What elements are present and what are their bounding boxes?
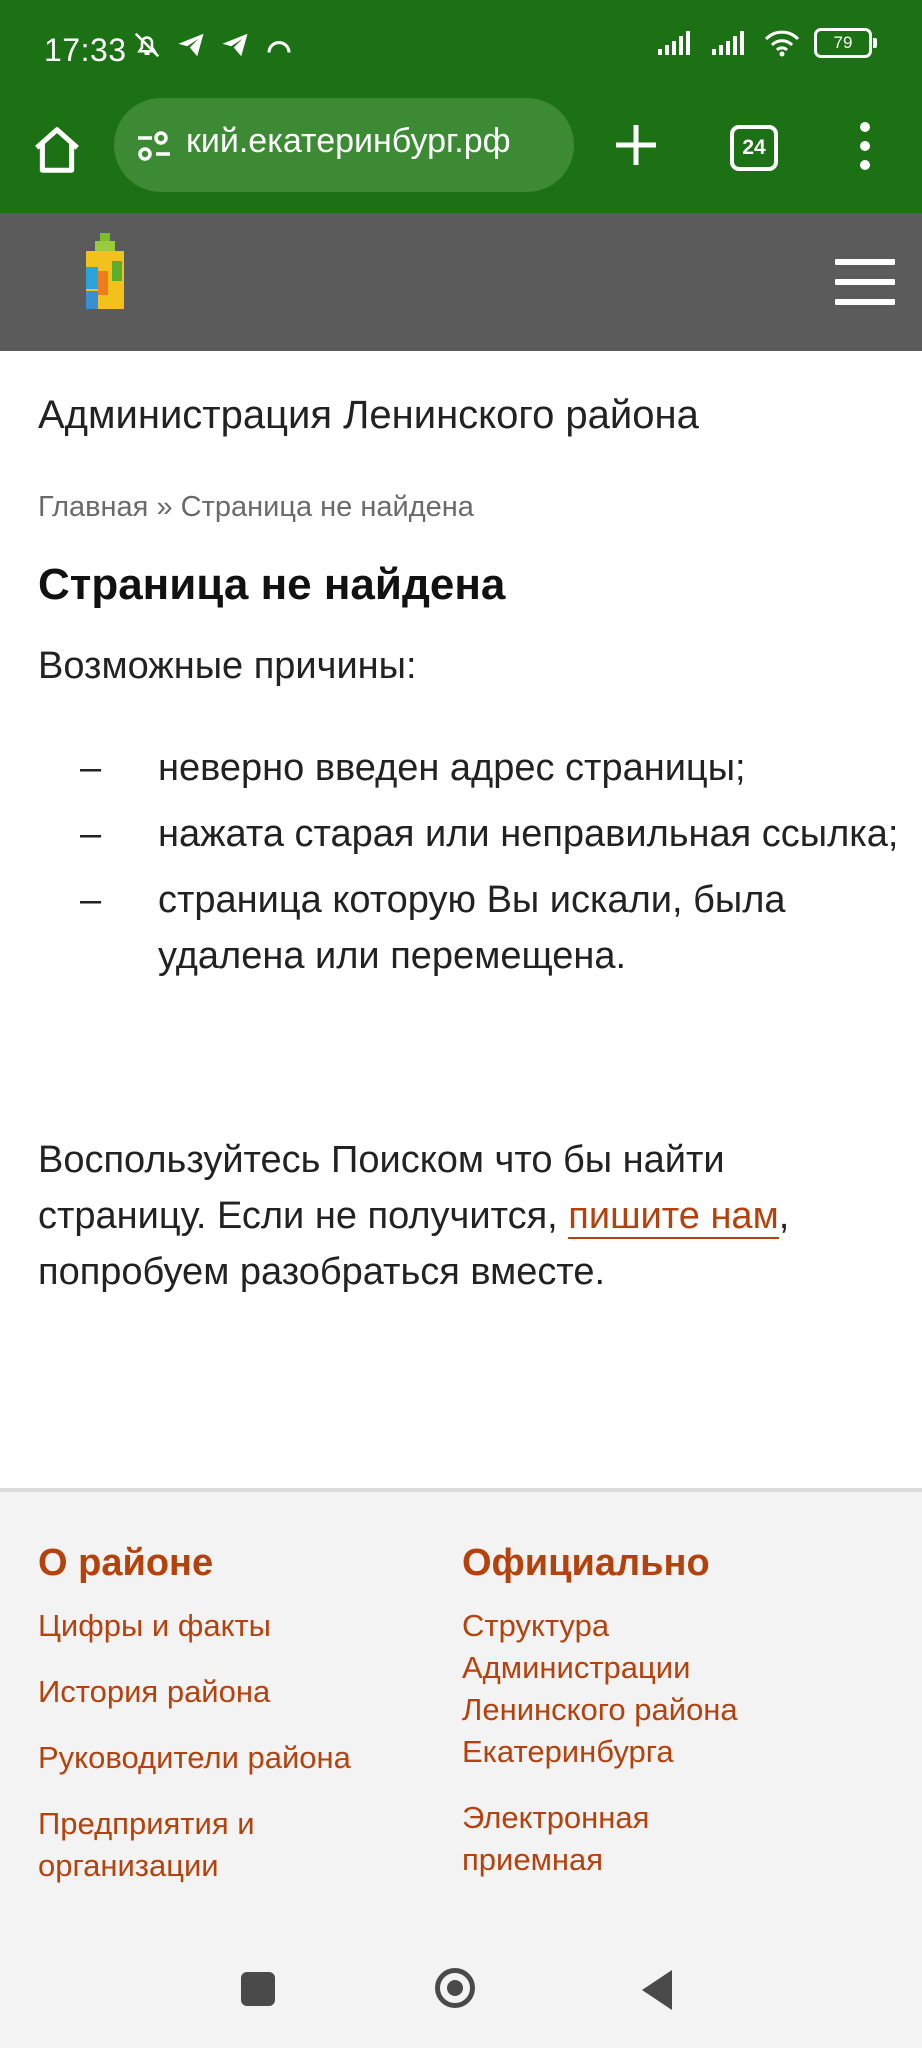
muted-bell-icon (132, 30, 162, 60)
site-header (0, 213, 922, 351)
help-paragraph (38, 1132, 898, 1300)
logo-icon[interactable] (82, 231, 128, 311)
site-settings-icon[interactable] (134, 126, 174, 166)
telegram-icon (220, 30, 250, 60)
breadcrumb-separator: » (156, 491, 173, 523)
footer-link[interactable]: Предприятия и организации (38, 1806, 255, 1883)
notification-icons (132, 30, 294, 60)
breadcrumb (38, 491, 474, 524)
battery-icon (814, 28, 872, 58)
help-text: Воспользуйтесь Поиском что бы найти страницу. Если не получится, (38, 1139, 725, 1237)
back-button[interactable] (642, 1970, 672, 2010)
footer-column-official (462, 1542, 882, 1905)
list-item (80, 872, 900, 984)
battery-level: 79 (833, 33, 853, 52)
home-icon[interactable] (30, 123, 84, 177)
footer-link[interactable]: История района (38, 1674, 271, 1709)
tab-switcher-button[interactable] (730, 125, 778, 171)
menu-button[interactable] (835, 259, 895, 305)
footer-link[interactable]: Структура Администрации Ленинского района Екатеринбурга (462, 1608, 738, 1769)
system-icons (656, 28, 872, 58)
footer-column-about (38, 1542, 458, 1911)
clock: 17:33 (44, 32, 127, 68)
list-item-text: нажата старая или неправильная ссылка; (158, 813, 899, 855)
system-nav-bar (0, 1930, 922, 2048)
page-title: Страница не найдена (38, 560, 506, 609)
site-title: Администрация Ленинского района (38, 393, 699, 437)
recents-button[interactable] (241, 1972, 275, 2006)
signal-icon (656, 29, 696, 57)
tab-count: 24 (742, 136, 766, 159)
help-text-end: , попробуем разобраться вместе. (38, 1195, 790, 1293)
arc-icon (264, 30, 294, 60)
more-menu-icon[interactable] (858, 121, 872, 171)
footer-link[interactable]: Руководители района (38, 1740, 351, 1775)
url-text[interactable]: кий.екатеринбург.рф (186, 122, 511, 160)
footer-link[interactable]: Цифры и факты (38, 1608, 271, 1643)
reasons-list (80, 740, 900, 994)
status-bar (0, 0, 922, 105)
breadcrumb-home-link[interactable]: Главная (38, 491, 149, 523)
footer-heading: О районе (38, 1542, 214, 1584)
list-dash: – (80, 747, 102, 789)
new-tab-icon[interactable] (612, 121, 660, 169)
list-dash: – (80, 879, 102, 921)
contact-link[interactable]: пишите нам (568, 1195, 779, 1237)
list-item (80, 740, 900, 796)
list-dash: – (80, 813, 102, 855)
footer-link[interactable]: Электронная приемная (462, 1800, 650, 1877)
footer (0, 1488, 922, 1962)
breadcrumb-current: Страница не найдена (180, 491, 474, 523)
browser-toolbar (0, 105, 922, 213)
list-item-text: страница которую Вы искали, была удалена или перемещена. (158, 879, 786, 977)
list-item (80, 806, 900, 862)
wifi-icon (764, 29, 800, 57)
reasons-intro: Возможные причины: (38, 645, 417, 687)
list-item-text: неверно введен адрес страницы; (158, 747, 746, 789)
signal-icon (710, 29, 750, 57)
footer-heading: Официально (462, 1542, 710, 1584)
telegram-icon (176, 30, 206, 60)
home-nav-button[interactable] (435, 1968, 475, 2008)
address-bar[interactable] (114, 98, 574, 192)
